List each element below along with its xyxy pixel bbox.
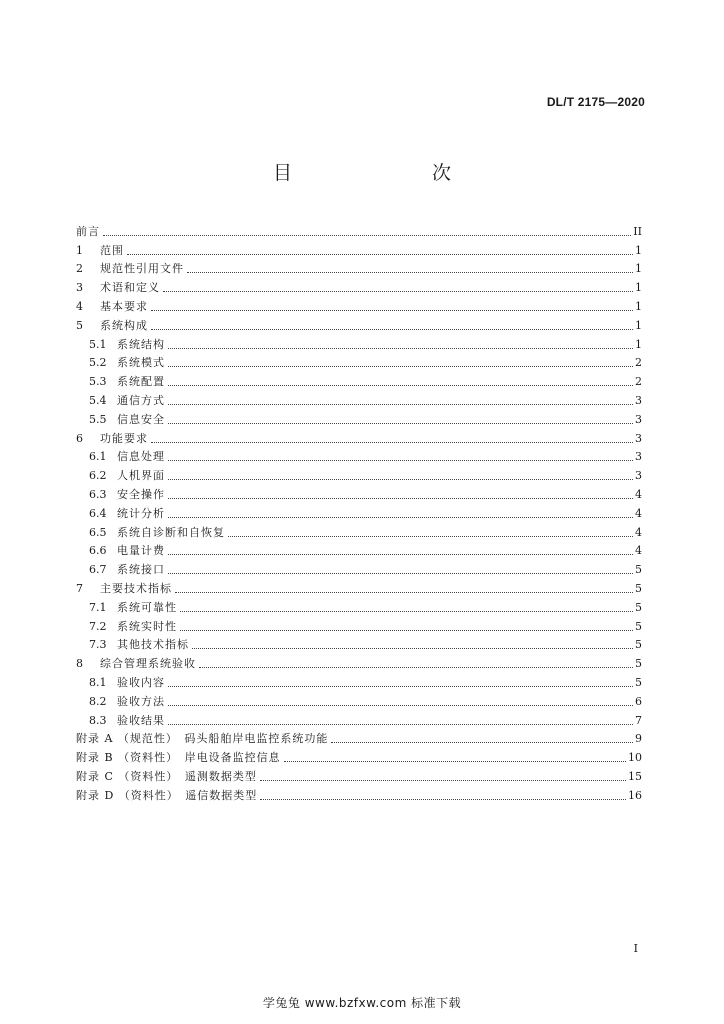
toc-entry-page: 1 (635, 262, 642, 276)
standard-number: DL/T 2175—2020 (546, 95, 645, 109)
toc-entry-page: 1 (635, 243, 642, 257)
toc-entry-page: 2 (635, 356, 642, 370)
toc-entry[interactable] (76, 709, 642, 728)
toc-entry[interactable] (76, 389, 642, 408)
dot-leader (180, 630, 633, 631)
toc-entry-number: 6.5 (89, 525, 107, 539)
toc-entry-page: 5 (635, 581, 642, 595)
toc-entry[interactable] (76, 671, 642, 690)
dot-leader (151, 329, 633, 330)
toc-entry-page: 3 (635, 393, 642, 407)
toc-entry-page: 5 (635, 619, 642, 633)
toc-entry-page: 1 (635, 318, 642, 332)
page-number: I (633, 942, 638, 955)
toc-entry-page: 7 (635, 713, 642, 727)
toc-entry[interactable] (76, 220, 642, 239)
dot-leader (168, 423, 633, 424)
toc-entry-page: 5 (635, 563, 642, 577)
dot-leader (168, 404, 633, 405)
toc-entry-title: 验收结果 (117, 713, 165, 727)
toc-entry[interactable] (76, 464, 642, 483)
dot-leader (163, 291, 633, 292)
toc-entry-title: 附录 A （规范性） 码头船舶岸电监控系统功能 (76, 732, 329, 746)
toc-entry-page: 15 (628, 769, 642, 783)
toc-entry[interactable] (76, 596, 642, 615)
toc-entry-number: 4 (76, 299, 83, 313)
toc-entry-title: 统计分析 (117, 506, 165, 520)
dot-leader (331, 742, 633, 743)
toc-entry-title: 前言 (76, 224, 100, 238)
toc-entry-number: 8.1 (89, 675, 107, 689)
dot-leader (228, 536, 633, 537)
toc-entry[interactable] (76, 239, 642, 258)
toc-entry-title: 系统模式 (117, 356, 165, 370)
toc-entry-title: 主要技术指标 (100, 581, 172, 595)
toc-entry-title: 系统接口 (117, 563, 165, 577)
toc-entry[interactable] (76, 314, 642, 333)
toc-entry-title: 附录 D （资料性） 遥信数据类型 (76, 788, 258, 802)
toc-entry-page: 6 (635, 694, 642, 708)
toc-entry-title: 规范性引用文件 (100, 262, 184, 276)
toc-entry-number: 5.5 (89, 412, 107, 426)
dot-leader (180, 611, 633, 612)
dot-leader (199, 667, 633, 668)
toc-entry-page: 3 (635, 450, 642, 464)
toc-entry-title: 附录 B （资料性） 岸电设备监控信息 (76, 751, 281, 765)
toc-entry[interactable] (76, 765, 642, 784)
dot-leader (103, 235, 631, 236)
toc-entry-page: 10 (628, 751, 642, 765)
dot-leader (168, 554, 633, 555)
toc-entry-number: 5 (76, 318, 83, 332)
page-title: 目 次 (272, 162, 485, 184)
toc-entry-page: II (633, 224, 642, 238)
toc-entry-title: 综合管理系统验收 (100, 657, 196, 671)
toc-entry-title: 验收方法 (117, 694, 165, 708)
dot-leader (168, 385, 633, 386)
dot-leader (192, 648, 633, 649)
toc-entry-title: 功能要求 (100, 431, 148, 445)
toc-entry[interactable] (76, 483, 642, 502)
toc-entry-title: 系统实时性 (117, 619, 177, 633)
toc-entry[interactable] (76, 295, 642, 314)
toc-entry-title: 附录 C （资料性） 遥测数据类型 (76, 769, 257, 783)
toc-entry-page: 3 (635, 469, 642, 483)
toc-entry-page: 5 (635, 600, 642, 614)
toc-entry[interactable] (76, 333, 642, 352)
toc-entry[interactable] (76, 652, 642, 671)
toc-entry-title: 系统可靠性 (117, 600, 177, 614)
toc-entry-number: 5.2 (89, 356, 107, 370)
dot-leader (168, 705, 633, 706)
dot-leader (260, 799, 626, 800)
toc-entry-number: 6.2 (89, 469, 107, 483)
dot-leader (168, 573, 633, 574)
toc-entry-number: 8.3 (89, 713, 107, 727)
dot-leader (187, 272, 633, 273)
toc-entry-page: 4 (635, 506, 642, 520)
toc-entry-page: 1 (635, 281, 642, 295)
toc-entry-number: 6 (76, 431, 83, 445)
toc-entry-page: 1 (635, 299, 642, 313)
dot-leader (168, 517, 633, 518)
toc-entry[interactable] (76, 540, 642, 559)
toc-entry-title: 人机界面 (117, 469, 165, 483)
toc-entry-title: 系统构成 (100, 318, 148, 332)
toc-entry[interactable] (76, 558, 642, 577)
toc-entry-page: 5 (635, 657, 642, 671)
table-of-contents (76, 220, 642, 803)
toc-entry-title: 系统配置 (117, 375, 165, 389)
toc-entry[interactable] (76, 276, 642, 295)
toc-entry[interactable] (76, 352, 642, 371)
toc-entry[interactable] (76, 784, 642, 803)
toc-entry-title: 范围 (100, 243, 124, 257)
toc-entry-title: 电量计费 (117, 544, 165, 558)
toc-entry-number: 6.7 (89, 563, 107, 577)
toc-entry[interactable] (76, 728, 642, 747)
dot-leader (168, 724, 633, 725)
toc-entry[interactable] (76, 615, 642, 634)
toc-entry-number: 6.3 (89, 487, 107, 501)
dot-leader (127, 254, 633, 255)
toc-entry-number: 6.4 (89, 506, 107, 520)
toc-entry-number: 7.2 (89, 619, 107, 633)
toc-entry-page: 3 (635, 431, 642, 445)
dot-leader (168, 498, 633, 499)
toc-entry-number: 8 (76, 657, 83, 671)
toc-entry-number: 1 (76, 243, 83, 257)
toc-entry[interactable] (76, 746, 642, 765)
toc-entry[interactable] (76, 502, 642, 521)
dot-leader (151, 310, 633, 311)
dot-leader (168, 686, 633, 687)
toc-entry-number: 8.2 (89, 694, 107, 708)
toc-entry-title: 系统自诊断和自恢复 (117, 525, 225, 539)
toc-entry[interactable] (76, 258, 642, 277)
toc-entry-number: 5.4 (89, 393, 107, 407)
toc-entry-page: 4 (635, 487, 642, 501)
toc-entry[interactable] (76, 577, 642, 596)
dot-leader (168, 366, 633, 367)
toc-entry-title: 信息安全 (117, 412, 165, 426)
toc-entry[interactable] (76, 690, 642, 709)
toc-entry-page: 1 (635, 337, 642, 351)
toc-entry[interactable] (76, 370, 642, 389)
toc-entry-page: 2 (635, 375, 642, 389)
toc-entry[interactable] (76, 634, 642, 653)
toc-entry[interactable] (76, 521, 642, 540)
toc-entry-page: 3 (635, 412, 642, 426)
dot-leader (168, 348, 633, 349)
dot-leader (175, 592, 633, 593)
toc-entry-number: 5.3 (89, 375, 107, 389)
toc-entry-title: 基本要求 (100, 299, 148, 313)
toc-entry-page: 5 (635, 638, 642, 652)
toc-entry-title: 术语和定义 (100, 281, 160, 295)
toc-entry-number: 2 (76, 262, 83, 276)
footer-watermark: 学兔兔 www.bzfxw.com 标准下载 (262, 996, 462, 1010)
toc-entry-page: 9 (635, 732, 642, 746)
toc-entry-number: 7.1 (89, 600, 107, 614)
toc-entry-title: 系统结构 (117, 337, 165, 351)
toc-entry-page: 4 (635, 544, 642, 558)
toc-entry-title: 安全操作 (117, 487, 165, 501)
dot-leader (260, 780, 626, 781)
toc-entry[interactable] (76, 408, 642, 427)
toc-entry-number: 6.6 (89, 544, 107, 558)
toc-entry-page: 16 (628, 788, 642, 802)
toc-entry-page: 5 (635, 675, 642, 689)
toc-entry-number: 6.1 (89, 450, 107, 464)
toc-entry[interactable] (76, 446, 642, 465)
toc-entry-title: 其他技术指标 (117, 638, 189, 652)
toc-entry-number: 7.3 (89, 638, 107, 652)
toc-entry-number: 5.1 (89, 337, 107, 351)
toc-entry-page: 4 (635, 525, 642, 539)
toc-entry-number: 7 (76, 581, 83, 595)
toc-entry-title: 信息处理 (117, 450, 165, 464)
dot-leader (168, 479, 633, 480)
toc-entry-number: 3 (76, 281, 83, 295)
toc-entry-title: 通信方式 (117, 393, 165, 407)
dot-leader (168, 460, 633, 461)
toc-entry[interactable] (76, 427, 642, 446)
dot-leader (284, 761, 626, 762)
toc-entry-title: 验收内容 (117, 675, 165, 689)
dot-leader (151, 442, 633, 443)
